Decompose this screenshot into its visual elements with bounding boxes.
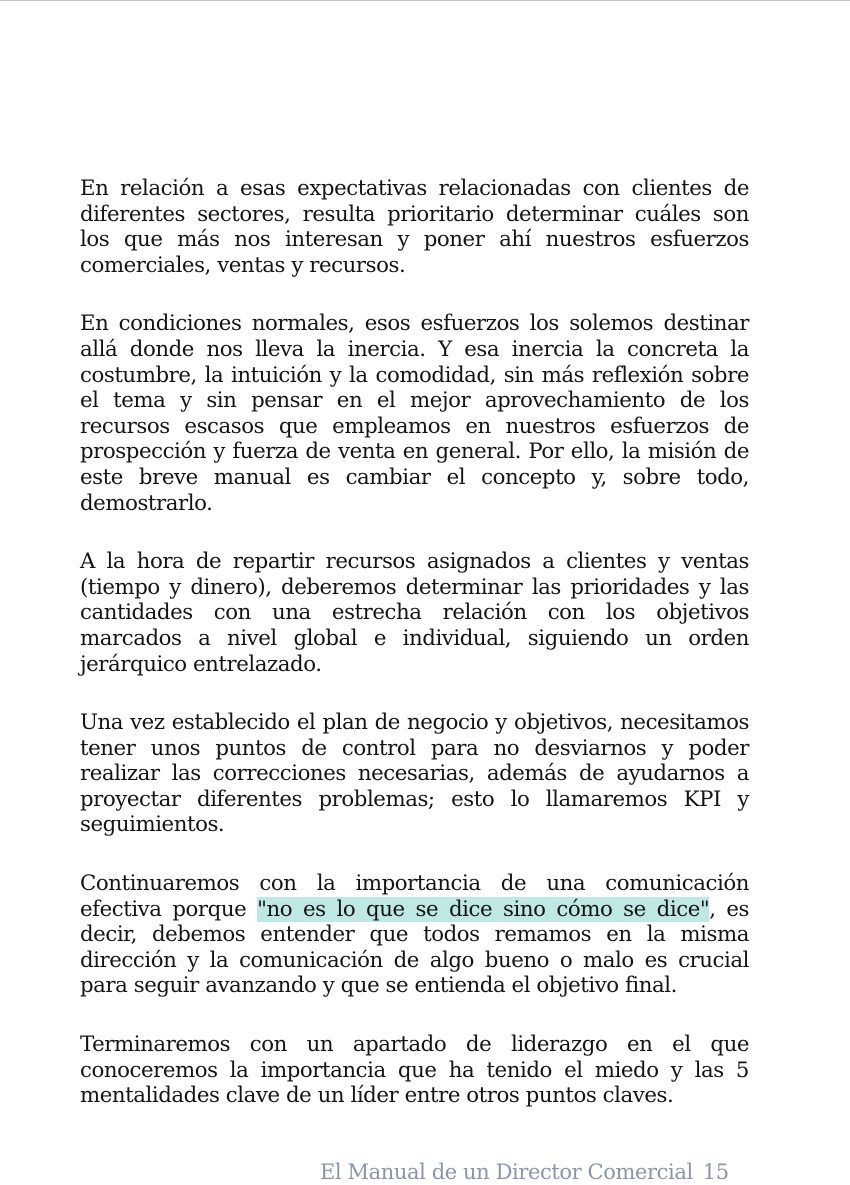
highlighted-quote: "no es lo que se dice sino cómo se dice" xyxy=(257,896,710,922)
page-number: 15 xyxy=(702,1160,729,1184)
paragraph-5 xyxy=(80,871,749,999)
paragraph-1: En relación a esas expectativas relacionadas con clientes de diferentes sectores, resulta prioritario determinar cuáles son los que más nos interesan y poner ahí nuestros esfuerzos comerciales, ventas y recursos. xyxy=(80,176,749,278)
page-footer xyxy=(320,1160,750,1185)
paragraph-6: Terminaremos con un apartado de liderazgo en el que conoceremos la importancia que ha tenido el miedo y las 5 mentalidades clave de un líder entre otros puntos claves. xyxy=(80,1032,749,1109)
paragraph-5-lead: Continuaremos con la importancia de una comunicación efectiva porque xyxy=(80,871,749,922)
footer-book-title: El Manual de un Director Comercial xyxy=(320,1160,693,1184)
paragraph-4: Una vez establecido el plan de negocio y objetivos, necesitamos tener unos puntos de control para no desviarnos y poder realizar las correcciones necesarias, además de ayudarnos a proyectar diferentes problemas; esto lo llamaremos KPI y seguimientos. xyxy=(80,710,749,838)
paragraph-2: En condiciones normales, esos esfuerzos los solemos destinar allá donde nos lleva la inercia. Y esa inercia la concreta la costumbre, la intuición y la comodidad, sin más reflexión sobre el tema y sin pensar en el mejor aprovechamiento de los recursos escasos que empleamos en nuestros esfuerzos de prospección y fuerza de venta en general. Por ello, la misión de este breve manual es cambiar el concepto y, sobre todo, demostrarlo. xyxy=(80,311,749,516)
paragraph-3: A la hora de repartir recursos asignados a clientes y ventas (tiempo y dinero), deberemos determinar las prioridades y las cantidades con una estrecha relación con los objetivos marcados a nivel global e individual, siguiendo un orden jerárquico entrelazado. xyxy=(80,549,749,677)
top-border-line xyxy=(0,0,850,1)
paragraph-5-tail: , es decir, debemos entender que todos remamos en la misma dirección y la comunicación de algo bueno o malo es crucial para seguir avanzando y que se entienda el objetivo final. xyxy=(80,896,749,999)
page-body xyxy=(80,176,749,1142)
